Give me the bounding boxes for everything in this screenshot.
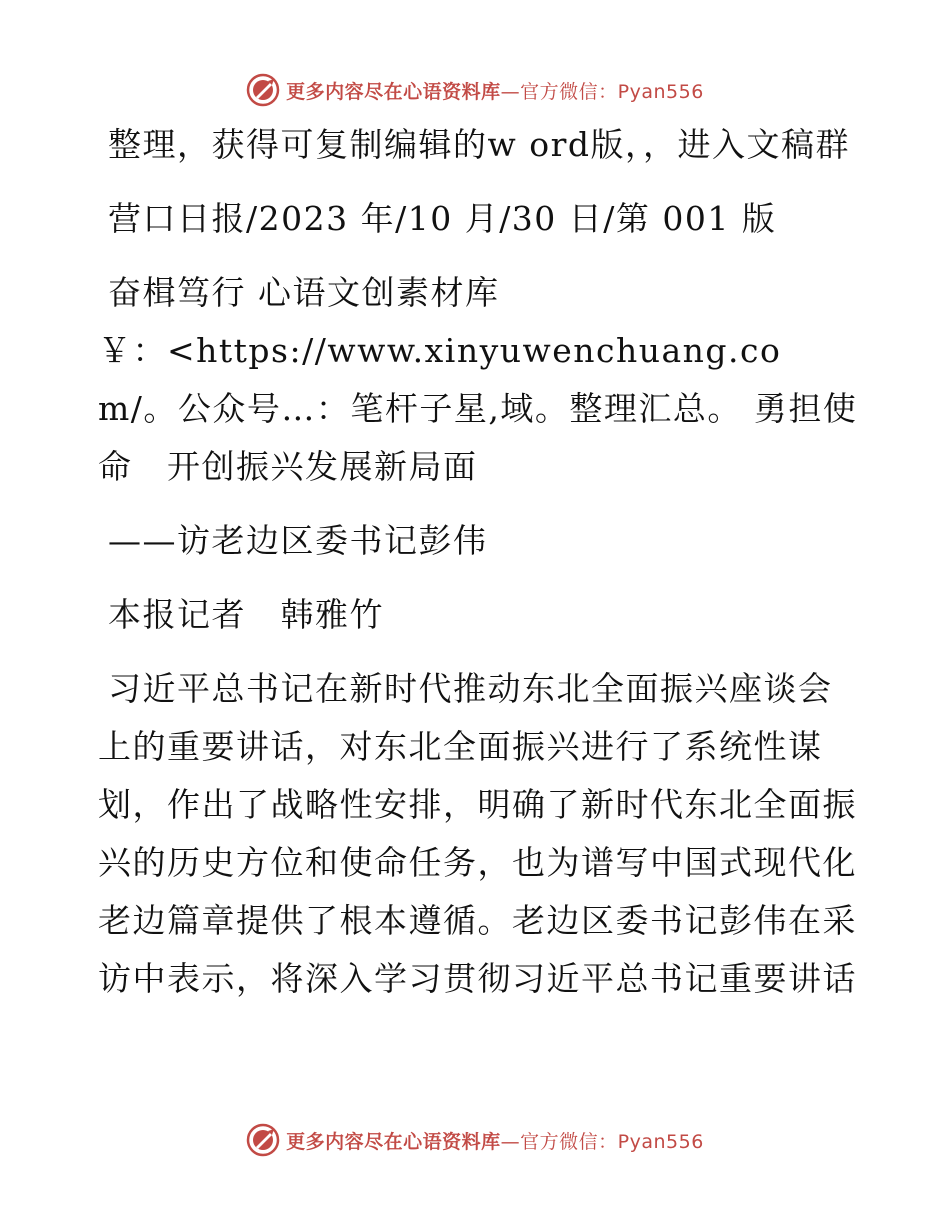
paragraph-headline: ￥：<https://www.xinyuwenchuang.com/。公众号…：笔杆子星,域。整理汇总。 勇担使命 开创振兴发展新局面 <box>98 331 858 486</box>
footer-watermark-text <box>286 1127 704 1154</box>
header-separator: — <box>500 80 521 103</box>
header-wechat-info: 官方微信：Pyan556 <box>520 80 704 103</box>
paragraph-reporter: 本报记者 韩雅竹 <box>108 595 384 634</box>
header-watermark-banner <box>0 70 950 110</box>
paragraph-source: 营口日报/2023 年/10 月/30 日/第 001 版 <box>108 199 777 238</box>
paragraph-column: 奋楫笃行 心语文创素材库 <box>108 273 500 312</box>
pen-seal-logo-icon <box>246 73 280 107</box>
paragraph-subtitle: ——访老边区委书记彭伟 <box>108 521 488 560</box>
document-body <box>98 116 858 1024</box>
footer-separator: — <box>500 1130 521 1153</box>
header-brand: 更多内容尽在心语资料库 <box>286 80 501 103</box>
header-watermark-text <box>286 77 704 104</box>
pen-seal-logo-icon <box>246 1123 280 1157</box>
footer-watermark-banner <box>0 1120 950 1160</box>
paragraph-body: 习近平总书记在新时代推动东北全面振兴座谈会上的重要讲话，对东北全面振兴进行了系统性谋划，作出了战略性安排，明确了新时代东北全面振兴的历史方位和使命任务，也为谱写中国式现代化老边篇章提供了根本遵循。老边区委书记彭伟在采访中表示，将深入学习贯彻习近平总书记重要讲话 <box>98 669 857 998</box>
footer-brand: 更多内容尽在心语资料库 <box>286 1130 501 1153</box>
paragraph-intro: 整理，获得可复制编辑的w ord版，，进入文稿群 <box>108 125 851 164</box>
footer-wechat-info: 官方微信：Pyan556 <box>520 1130 704 1153</box>
